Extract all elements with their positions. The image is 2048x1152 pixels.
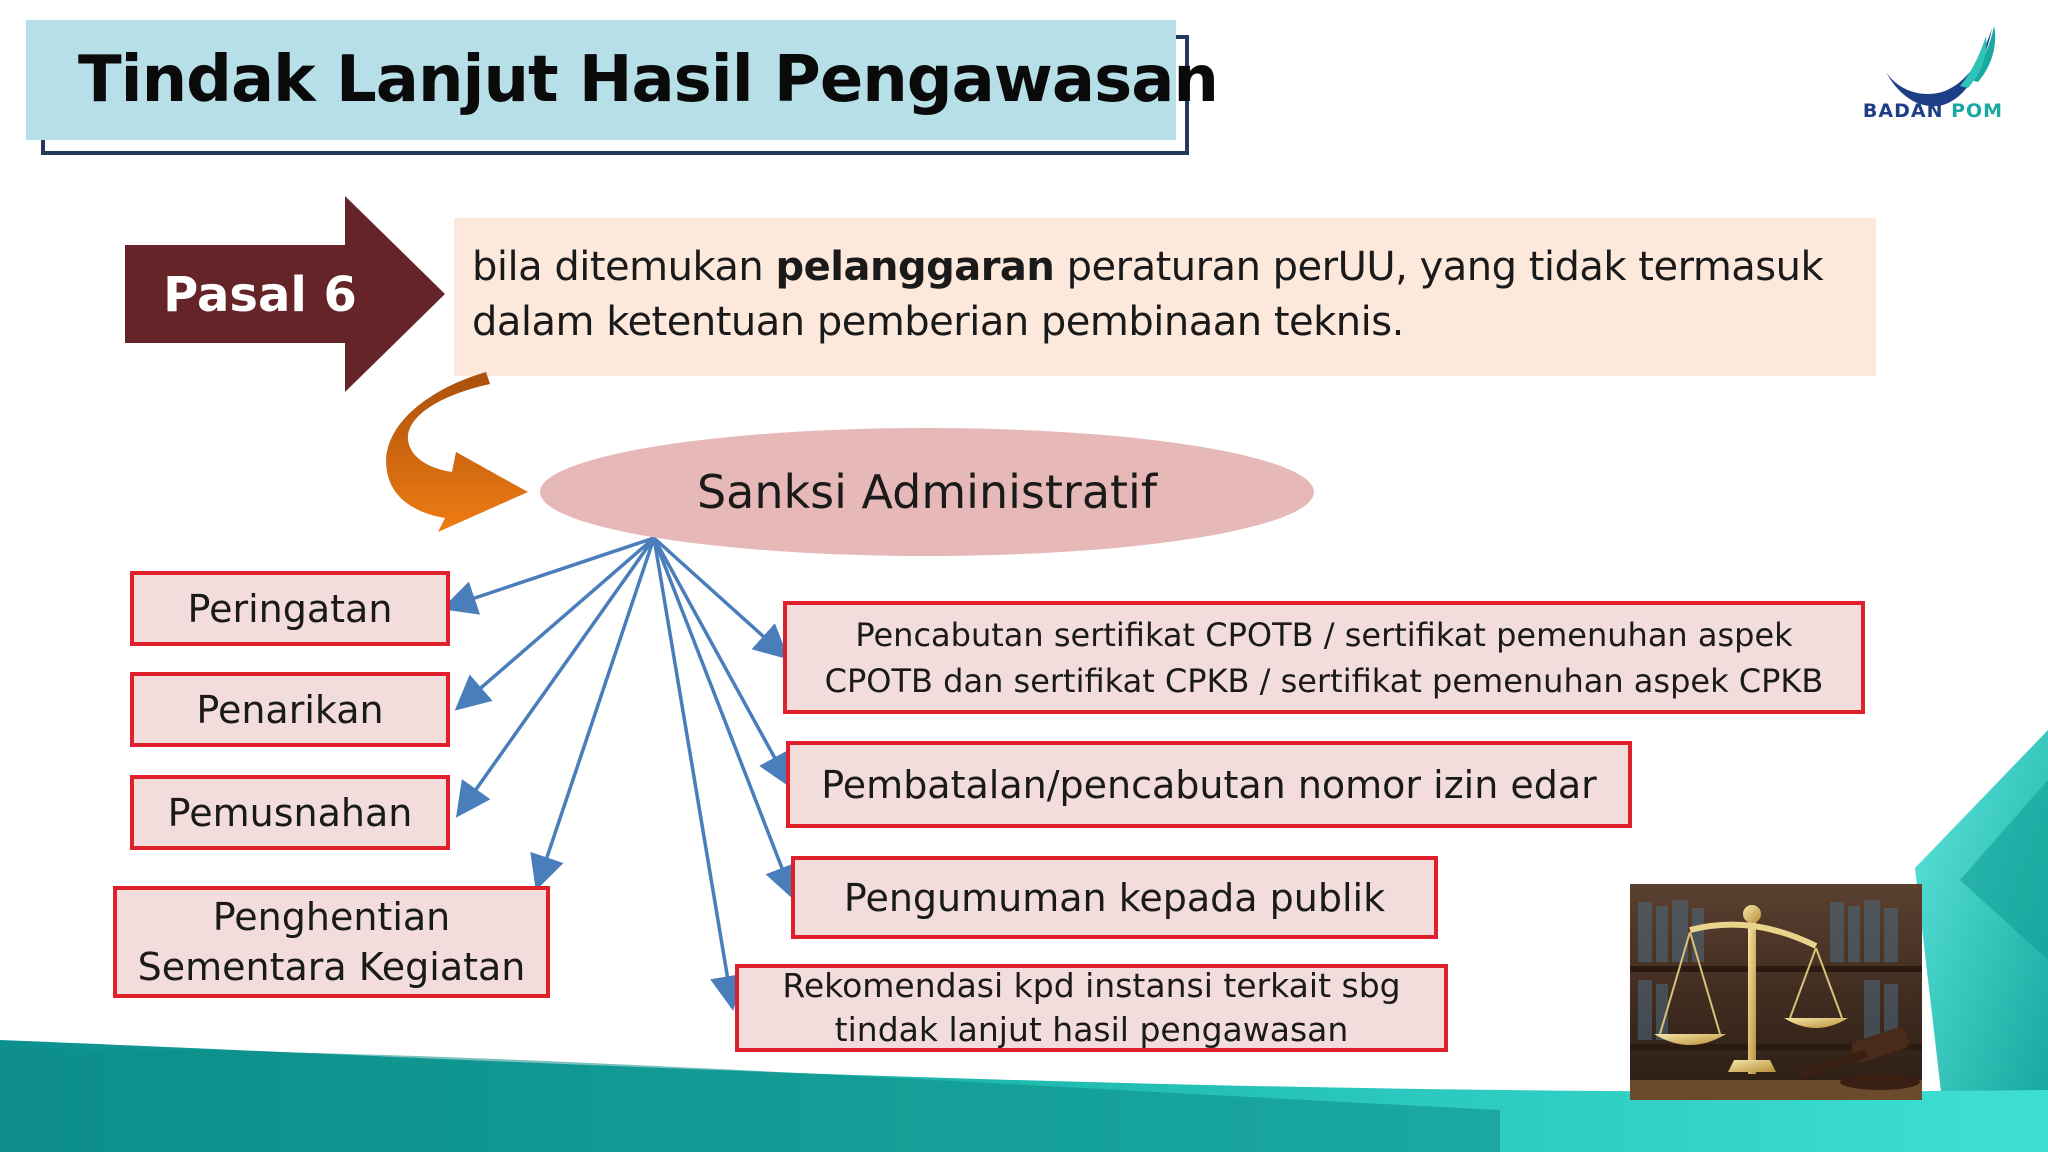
sanction-label: Peringatan xyxy=(187,586,393,631)
sanction-label: Rekomendasi kpd instansi terkait sbg tindak lanjut hasil pengawasan xyxy=(782,966,1401,1049)
connector-arrow xyxy=(654,538,784,655)
sanction-box-penghentian xyxy=(113,886,550,998)
sanction-label: Penarikan xyxy=(196,687,384,732)
sanction-label: Pemusnahan xyxy=(167,790,413,835)
connector-arrow xyxy=(448,538,654,607)
sanction-box-pembatalan-izin-edar xyxy=(786,741,1632,828)
logo-text-pom: POM xyxy=(1951,100,2004,122)
description-text-part: bila ditemukan xyxy=(472,244,776,290)
sanction-label: Pencabutan sertifikat CPOTB / sertifikat pemenuhan aspek CPOTB dan sertifikat CPKB / sertifikat pemenuhan aspek CPKB xyxy=(824,615,1824,700)
description-emphasis: pelanggaran xyxy=(775,244,1055,290)
scales-of-justice-icon xyxy=(1630,884,1922,1100)
sanction-label: Pembatalan/pencabutan nomor izin edar xyxy=(821,762,1597,807)
description-text-part: peraturan perUU, yang tidak termasuk dalam ketentuan pemberian pembinaan teknis. xyxy=(472,244,1824,345)
connector-arrow xyxy=(654,538,792,894)
page-title: Tindak Lanjut Hasil Pengawasan xyxy=(78,43,1218,117)
sanction-box-pengumuman xyxy=(791,856,1438,939)
sanction-box-rekomendasi xyxy=(735,964,1448,1052)
sanction-box-penarikan xyxy=(130,672,450,747)
central-node-label: Sanksi Administratif xyxy=(696,465,1158,519)
sanction-label: Penghentian Sementara Kegiatan xyxy=(137,895,526,989)
sanction-label: Pengumuman kepada publik xyxy=(843,875,1386,920)
connector-arrow xyxy=(460,538,654,812)
sanction-box-peringatan xyxy=(130,571,450,646)
sanction-box-pencabutan-sertifikat xyxy=(783,601,1865,714)
pasal-label: Pasal 6 xyxy=(163,267,357,323)
central-node xyxy=(540,428,1314,556)
logo-text-badan: BADAN xyxy=(1862,100,1944,122)
sanction-box-pemusnahan xyxy=(130,775,450,850)
